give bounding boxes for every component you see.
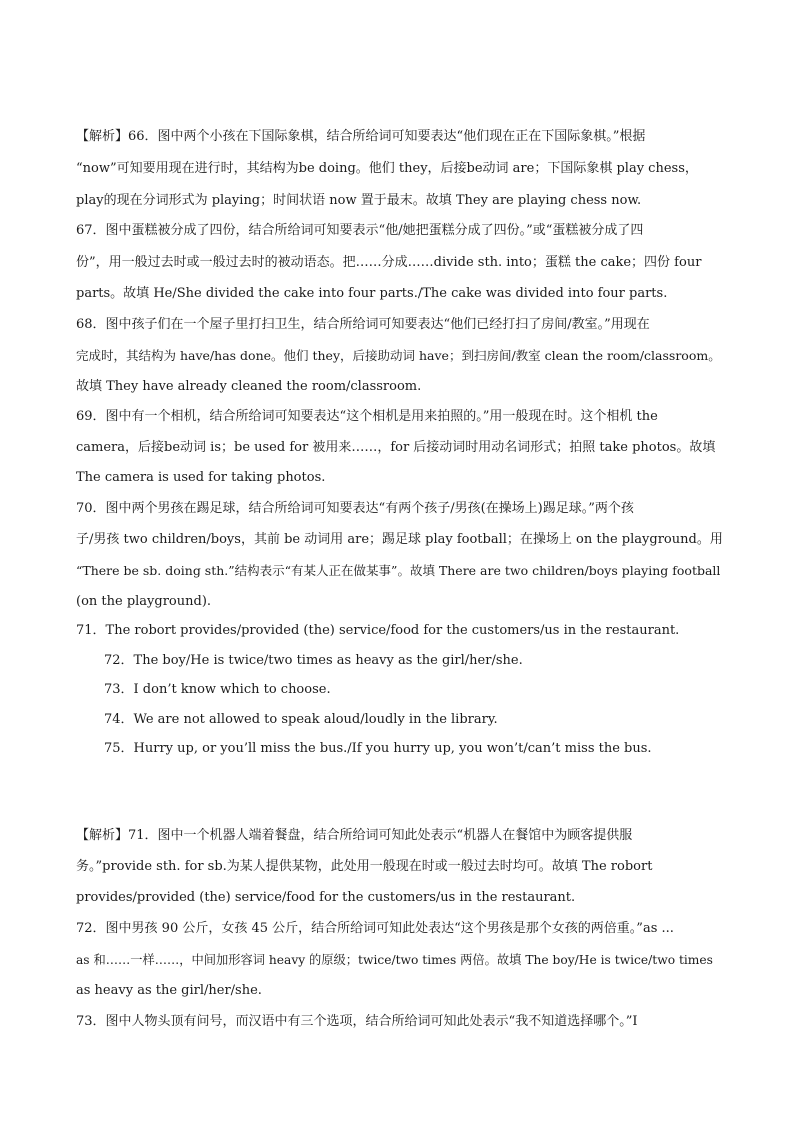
answer-74: 74．We are not allowed to speak aloud/loudly in the library. [104, 712, 498, 727]
analysis-70-line-1: 70．图中两个男孩在踢足球，结合所给词可知要表达“有两个孩子/男孩(在操场上)踢足球。”两个孩 [76, 501, 634, 516]
answer-73: 73．I don’t know which to choose. [104, 682, 331, 697]
analysis-66-line-1: 【解析】66．图中两个小孩在下国际象棋，结合所给词可知要表达“他们现在正在下国际象棋。”根据 [76, 129, 646, 144]
analysis-72-line-3: as heavy as the girl/her/she. [76, 983, 262, 998]
analysis-70-line-3: “There be sb. doing sth.”结构表示“有某人正在做某事”。故填 There are two children/boys playing football [76, 563, 721, 578]
answer-71: 71．The robort provides/provided (the) service/food for the customers/us in the restaurant. [76, 623, 680, 638]
analysis-72-line-2: as 和……一样……，中间加形容词 heavy 的原级；twice/two times 两倍。故填 The boy/He is twice/two times [76, 953, 713, 967]
analysis-67-line-1: 67．图中蛋糕被分成了四份，结合所给词可知要表示“他/她把蛋糕分成了四份。”或“蛋糕被分成了四 [76, 223, 644, 238]
answer-75: 75．Hurry up, or you’ll miss the bus./If you hurry up, you won’t/can’t miss the bus. [104, 741, 652, 756]
analysis-68-line-2: 完成时，其结构为 have/has done。他们 they，后接助动词 have；到扫房间/教室 clean the room/classroom。 [76, 348, 721, 363]
analysis-71-line-3: provides/provided (the) service/food for the customers/us in the restaurant. [76, 890, 576, 905]
answer-72: 72．The boy/He is twice/two times as heavy as the girl/her/she. [104, 653, 523, 668]
analysis-66-line-3: play的现在分词形式为 playing；时间状语 now 置于最末。故填 They are playing chess now. [76, 193, 642, 208]
analysis-68-line-1: 68．图中孩子们在一个屋子里打扫卫生，结合所给词可知要表达“他们已经打扫了房间/教室。”用现在 [76, 317, 650, 332]
analysis-71-line-1: 【解析】71．图中一个机器人端着餐盘，结合所给词可知此处表示“机器人在餐馆中为顾客提供服 [76, 828, 633, 843]
analysis-67-line-3: parts。故填 He/She divided the cake into four parts./The cake was divided into four parts. [76, 286, 668, 301]
analysis-66-line-2: “now”可知要用现在进行时，其结构为be doing。他们 they，后接be动词 are；下国际象棋 play chess， [76, 161, 698, 176]
analysis-70-line-2: 子/男孩 two children/boys，其前 be 动词用 are；踢足球 play football；在操场上 on the playground。用 [76, 532, 723, 547]
analysis-69-line-2: camera，后接be动词 is；be used for 被用来……，for 后接动词时用动名词形式；拍照 take photos。故填 [76, 440, 716, 455]
analysis-71-line-2: 务。”provide sth. for sb.为某人提供某物，此处用一般现在时或一般过去时均可。故填 The robort [76, 859, 653, 874]
analysis-69-line-1: 69．图中有一个相机，结合所给词可知要表达“这个相机是用来拍照的。”用一般现在时。这个相机 the [76, 409, 658, 424]
analysis-72-line-1: 72．图中男孩 90 公斤，女孩 45 公斤，结合所给词可知此处表达“这个男孩是那个女孩的两倍重。”as ... [76, 921, 674, 936]
analysis-67-line-2: 份”，用一般过去时或一般过去时的被动语态。把……分成……divide sth. into；蛋糕 the cake；四份 four [76, 255, 702, 270]
analysis-68-line-3: 故填 They have already cleaned the room/classroom. [76, 379, 422, 394]
analysis-69-line-3: The camera is used for taking photos. [76, 470, 326, 485]
analysis-73-line-1: 73．图中人物头顶有问号，而汉语中有三个选项，结合所给词可知此处表示“我不知道选择哪个。”I [76, 1014, 638, 1029]
analysis-70-line-4: (on the playground). [76, 594, 212, 609]
